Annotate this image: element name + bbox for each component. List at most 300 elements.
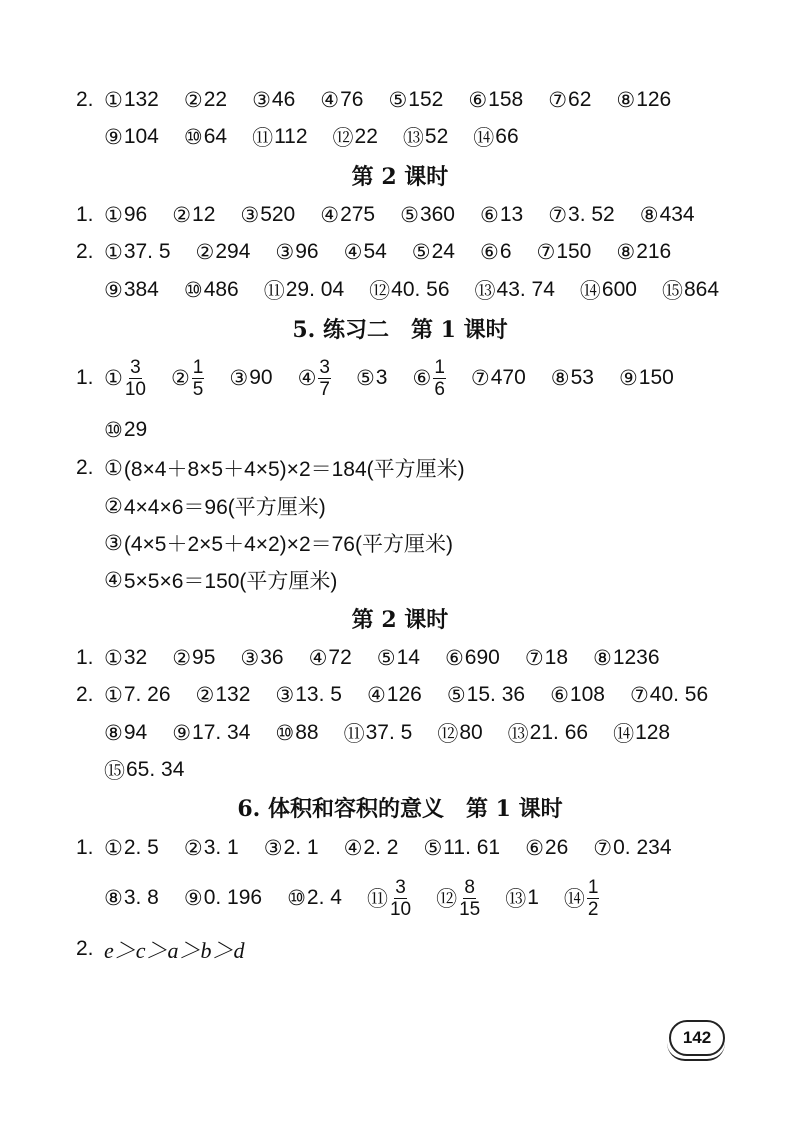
answer-item <box>320 88 363 113</box>
circled-index: ⑫ <box>369 280 391 303</box>
answer-item <box>104 240 171 265</box>
answer-item <box>264 275 344 305</box>
circled-index: ② <box>172 646 192 670</box>
answer-value: (8×4＋8×5＋4×5)×2＝184(平方厘米) <box>123 458 465 481</box>
circled-index: ⑨ <box>618 366 638 390</box>
circled-index: ① <box>104 240 123 264</box>
answer-item <box>104 418 147 443</box>
answer-value: 152 <box>408 88 444 111</box>
answer-value: 2. 4 <box>306 886 342 909</box>
answer-item <box>252 122 307 152</box>
circled-index: ⑫ <box>436 888 458 911</box>
answer-row <box>76 452 760 484</box>
answer-value: 52 <box>424 125 449 148</box>
fraction-numerator: 3 <box>319 356 330 378</box>
answer-item <box>480 203 523 228</box>
answer-item <box>505 883 539 913</box>
circled-index: ⑧ <box>639 203 659 227</box>
answer-item <box>287 886 342 911</box>
circled-index: ③ <box>263 836 283 860</box>
answer-value: 37. 5 <box>365 721 413 744</box>
answer-item <box>104 125 159 150</box>
fraction-denominator: 15 <box>459 898 481 920</box>
answer-row <box>104 414 760 446</box>
answer-value: 108 <box>569 683 605 706</box>
circled-index: ⑤ <box>388 88 408 112</box>
answer-row <box>76 933 760 965</box>
circled-index: ④ <box>320 88 340 112</box>
answer-row <box>76 679 760 711</box>
circled-index: ⑧ <box>616 240 636 264</box>
answer-item <box>104 88 159 113</box>
answer-value: 360 <box>419 203 455 226</box>
question-number: 1. <box>76 836 94 859</box>
answer-value: 0. 196 <box>203 886 263 909</box>
answer-value: 18 <box>544 646 568 669</box>
answer-item <box>104 934 245 965</box>
fraction-numerator: 3 <box>395 876 406 898</box>
fraction <box>433 358 446 399</box>
answer-value: 65. 34 <box>126 758 185 781</box>
answer-value: 216 <box>636 240 672 263</box>
answer-value: 11. 61 <box>443 836 501 859</box>
answer-item <box>333 122 378 152</box>
answer-item <box>240 203 295 228</box>
answer-item <box>104 646 147 671</box>
answer-item <box>344 718 413 748</box>
answer-item <box>525 646 568 671</box>
question-number: 2. <box>76 240 94 263</box>
circled-index: ⑪ <box>343 723 365 746</box>
answer-value: 13 <box>499 203 524 226</box>
fraction-numerator: 8 <box>464 876 475 898</box>
circled-index: ⑬ <box>402 127 424 150</box>
answer-row <box>104 564 760 596</box>
circled-index: ⑨ <box>172 721 192 745</box>
answer-value: 434 <box>659 203 695 226</box>
answer-item <box>550 683 605 708</box>
circled-index: ① <box>104 836 123 860</box>
fraction-denominator: 10 <box>389 898 412 920</box>
answer-item <box>104 453 465 483</box>
section-heading: 6. 体积和容积的意义 第 1 课时 <box>237 796 563 822</box>
question-number: 2. <box>76 456 94 479</box>
answer-value: 486 <box>203 278 239 301</box>
fraction-numerator: 1 <box>434 356 445 378</box>
answer-item <box>184 125 227 150</box>
answer-value: 15. 36 <box>466 683 526 706</box>
circled-index: ① <box>104 683 123 707</box>
answer-value: 37. 5 <box>123 240 171 263</box>
answer-item <box>104 528 453 558</box>
answer-value: 14 <box>396 646 420 669</box>
answer-item <box>403 122 448 152</box>
answer-item <box>640 203 695 228</box>
circled-index: ⑨ <box>183 886 203 910</box>
answer-value: 1 <box>527 886 539 909</box>
circled-index: ⑤ <box>376 646 396 670</box>
answer-item <box>551 366 594 391</box>
answer-item <box>104 755 184 785</box>
answer-value: 29 <box>123 418 148 441</box>
fraction <box>192 358 205 399</box>
circled-index: ⑤ <box>400 203 419 227</box>
answer-item <box>104 721 147 746</box>
answer-item <box>613 718 670 748</box>
answer-value: 72 <box>328 646 352 669</box>
fraction <box>390 878 411 919</box>
answer-value: 5×5×6＝150(平方厘米) <box>123 570 338 593</box>
question-number: 1. <box>76 366 94 389</box>
answer-value: 54 <box>363 240 387 263</box>
circled-index: ② <box>183 836 203 860</box>
answer-item <box>630 683 708 708</box>
answer-item <box>662 275 719 305</box>
circled-index: ⑩ <box>275 721 295 745</box>
circled-index: ② <box>195 683 215 707</box>
answer-item <box>468 88 523 113</box>
answer-item <box>367 878 411 919</box>
answer-value: 17. 34 <box>192 721 251 744</box>
answer-item <box>298 358 331 399</box>
answer-value: 158 <box>488 88 524 111</box>
fraction-denominator: 6 <box>434 378 445 400</box>
circled-index: ⑭ <box>563 888 585 911</box>
question-number: 2. <box>76 683 94 706</box>
answer-item <box>171 358 204 399</box>
question-number: 2. <box>76 88 94 111</box>
circled-index: ③ <box>275 683 295 707</box>
circled-index: ② <box>104 494 123 518</box>
answer-item <box>475 275 555 305</box>
answer-item <box>196 240 251 265</box>
answer-value: e＞c＞a＞b＞d <box>104 937 245 963</box>
answer-value: 32 <box>123 646 148 669</box>
answer-item <box>447 683 525 708</box>
answer-value: 128 <box>635 721 671 744</box>
answer-value: 0. 234 <box>613 836 672 859</box>
circled-index: ⑤ <box>423 836 443 860</box>
answer-value: 104 <box>123 125 159 148</box>
circled-index: ④ <box>343 240 363 264</box>
answer-item <box>104 683 171 708</box>
answer-item <box>548 203 615 228</box>
fraction <box>459 878 480 919</box>
answer-value: 95 <box>192 646 216 669</box>
answer-value: 470 <box>490 366 526 389</box>
answer-item <box>436 878 480 919</box>
answer-row <box>104 876 760 920</box>
answer-item <box>240 646 283 671</box>
circled-index: ① <box>104 366 123 390</box>
circled-index: ⑥ <box>444 646 464 670</box>
section-heading: 5. 练习二 第 1 课时 <box>292 317 508 343</box>
circled-index: ⑥ <box>479 240 499 264</box>
section-heading: 第 2 课时 <box>351 607 449 633</box>
answer-value: 600 <box>601 278 637 301</box>
answer-value: 76 <box>340 88 364 111</box>
circled-index: ⑤ <box>446 683 466 707</box>
answer-item <box>275 240 318 265</box>
answer-value: 275 <box>340 203 376 226</box>
circled-index: ⑪ <box>252 127 274 150</box>
answer-value: 96 <box>123 203 148 226</box>
circled-index: ③ <box>240 646 260 670</box>
answer-value: 29. 04 <box>285 278 345 301</box>
answer-item <box>619 366 674 391</box>
question-number: 1. <box>76 646 94 669</box>
answer-value: 3 <box>375 366 388 389</box>
answer-value: 3. 52 <box>568 203 615 226</box>
answer-item <box>264 836 319 861</box>
answer-item <box>252 88 295 113</box>
circled-index: ⑫ <box>437 723 459 746</box>
circled-index: ⑮ <box>661 280 683 303</box>
answer-value: 6 <box>499 240 512 263</box>
answer-value: 22 <box>203 88 228 111</box>
answer-value: 64 <box>203 125 228 148</box>
answer-value: 40. 56 <box>649 683 709 706</box>
answer-item <box>412 240 455 265</box>
circled-index: ④ <box>343 836 363 860</box>
answer-value: 3. 1 <box>203 836 239 859</box>
answer-item <box>400 203 455 228</box>
answer-item <box>473 122 518 152</box>
answer-row <box>76 236 760 268</box>
circled-index: ③ <box>229 366 249 390</box>
fraction-denominator: 2 <box>587 898 599 920</box>
answer-row <box>104 754 760 786</box>
answer-item <box>471 366 526 391</box>
circled-index: ② <box>172 203 192 227</box>
answer-row <box>76 356 760 400</box>
answer-value: (4×5＋2×5＋4×2)×2＝76(平方厘米) <box>123 533 453 556</box>
circled-index: ⑤ <box>355 366 375 390</box>
page-number-badge <box>669 1020 725 1056</box>
circled-index: ⑤ <box>411 240 431 264</box>
answer-value: 150 <box>638 366 674 389</box>
answer-value: 80 <box>459 721 483 744</box>
answer-item <box>172 646 215 671</box>
circled-index: ⑥ <box>550 683 569 707</box>
circled-index: ③ <box>275 240 295 264</box>
answer-item <box>564 878 600 919</box>
circled-index: ① <box>104 88 123 112</box>
answer-item <box>184 88 227 113</box>
circled-index: ③ <box>252 88 271 112</box>
answer-value: 2. 5 <box>123 836 159 859</box>
answer-value: 26 <box>544 836 569 859</box>
answer-value: 126 <box>386 683 422 706</box>
circled-index: ⑮ <box>104 760 125 783</box>
answer-value: 96 <box>295 240 319 263</box>
answer-value: 690 <box>464 646 500 669</box>
answer-item <box>580 275 637 305</box>
circled-index: ⑪ <box>366 888 388 911</box>
answer-value: 62 <box>568 88 592 111</box>
answer-value: 7. 26 <box>123 683 171 706</box>
answer-value: 112 <box>274 125 308 148</box>
answer-row <box>76 199 760 231</box>
circled-index: ② <box>170 366 190 390</box>
answer-value: 3. 8 <box>123 886 159 909</box>
circled-index: ⑥ <box>480 203 499 227</box>
answer-item <box>616 88 671 113</box>
circled-index: ⑩ <box>183 125 203 149</box>
answer-item <box>104 886 159 911</box>
answer-row <box>104 274 760 306</box>
question-number: 1. <box>76 203 94 226</box>
answer-item <box>309 646 352 671</box>
answer-value: 21. 66 <box>529 721 589 744</box>
answer-value: 43. 74 <box>496 278 555 301</box>
circled-index: ⑭ <box>473 127 495 150</box>
answer-item <box>184 836 239 861</box>
answer-value: 53 <box>570 366 594 389</box>
circled-index: ⑦ <box>548 203 568 227</box>
circled-index: ⑦ <box>548 88 568 112</box>
answer-item <box>377 646 420 671</box>
answer-item <box>104 491 326 521</box>
answer-value: 90 <box>249 366 273 389</box>
fraction-numerator: 3 <box>130 356 141 378</box>
answer-item <box>525 836 568 861</box>
circled-index: ⑦ <box>536 240 556 264</box>
answer-item <box>593 836 671 861</box>
answer-item <box>344 240 387 265</box>
circled-index: ⑥ <box>468 88 488 112</box>
circled-index: ⑫ <box>332 127 354 150</box>
answer-value: 22 <box>354 125 378 148</box>
circled-index: ④ <box>104 568 123 592</box>
circled-index: ① <box>104 203 123 227</box>
answer-value: 36 <box>260 646 284 669</box>
fraction-denominator: 10 <box>124 378 146 400</box>
fraction <box>587 878 600 919</box>
answer-value: 4×4×6＝96(平方厘米) <box>123 496 326 519</box>
answer-item <box>320 203 375 228</box>
circled-index: ② <box>183 88 203 112</box>
answer-value: 88 <box>295 721 319 744</box>
answer-row <box>76 84 760 116</box>
section-heading: 第 2 课时 <box>351 164 449 190</box>
answer-value: 132 <box>215 683 251 706</box>
fraction-denominator: 7 <box>319 378 330 400</box>
answer-row <box>104 527 760 559</box>
circled-index: ③ <box>240 203 260 227</box>
answer-value: 24 <box>431 240 455 263</box>
answer-item <box>184 886 262 911</box>
circled-index: ② <box>195 240 215 264</box>
answer-item <box>275 721 318 746</box>
circled-index: ⑬ <box>507 723 529 746</box>
answer-item <box>537 240 592 265</box>
answer-value: 384 <box>123 278 159 301</box>
circled-index: ⑭ <box>613 723 635 746</box>
answer-item <box>356 366 388 391</box>
circled-index: ⑬ <box>474 280 496 303</box>
circled-index: ④ <box>320 203 340 227</box>
circled-index: ⑥ <box>525 836 544 860</box>
answer-row <box>104 121 760 153</box>
answer-value: 12 <box>192 203 216 226</box>
answer-item <box>196 683 251 708</box>
circled-index: ④ <box>366 683 386 707</box>
answer-item <box>445 646 500 671</box>
answer-item <box>412 358 445 399</box>
circled-index: ⑨ <box>104 278 123 302</box>
answer-row <box>76 832 760 864</box>
circled-index: ⑬ <box>505 888 527 911</box>
circled-index: ⑦ <box>629 683 649 707</box>
circled-index: ⑧ <box>104 721 123 745</box>
circled-index: ⑥ <box>412 366 432 390</box>
answer-value: 150 <box>556 240 592 263</box>
answer-item <box>275 683 342 708</box>
circled-index: ④ <box>297 366 317 390</box>
answer-item <box>423 836 500 861</box>
answer-value: 520 <box>260 203 296 226</box>
question-number: 2. <box>76 937 94 960</box>
circled-index: ⑧ <box>550 366 570 390</box>
answer-row <box>76 642 760 674</box>
answer-row <box>104 490 760 522</box>
answer-item <box>104 836 159 861</box>
circled-index: ⑦ <box>470 366 490 390</box>
answer-item <box>367 683 422 708</box>
circled-index: ⑭ <box>579 280 601 303</box>
answer-value: 40. 56 <box>391 278 450 301</box>
answer-value: 126 <box>636 88 672 111</box>
answer-item <box>172 203 215 228</box>
circled-index: ⑩ <box>287 886 306 910</box>
circled-index: ⑧ <box>104 886 123 910</box>
answer-item <box>184 278 239 303</box>
answer-item <box>369 275 449 305</box>
answer-value: 132 <box>123 88 159 111</box>
fraction-denominator: 5 <box>192 378 204 400</box>
circled-index: ⑦ <box>524 646 544 670</box>
circled-index: ⑨ <box>104 125 123 149</box>
answer-item <box>548 88 591 113</box>
fraction <box>125 358 146 399</box>
answer-item <box>104 203 147 228</box>
page-number: 142 <box>682 1028 712 1047</box>
answer-value: 2. 2 <box>363 836 399 859</box>
answer-item <box>437 718 482 748</box>
answer-value: 1236 <box>612 646 660 669</box>
circled-index: ⑪ <box>263 280 285 303</box>
circled-index: ⑧ <box>593 646 612 670</box>
fraction-numerator: 1 <box>192 356 204 378</box>
answer-value: 46 <box>271 88 296 111</box>
answer-item <box>172 721 250 746</box>
answer-value: 66 <box>495 125 519 148</box>
circled-index: ① <box>104 646 123 670</box>
answer-item <box>104 565 337 595</box>
answer-item <box>480 240 512 265</box>
answer-value: 94 <box>123 721 148 744</box>
circled-index: ① <box>104 456 123 480</box>
circled-index: ⑩ <box>183 278 203 302</box>
answer-value: 13. 5 <box>295 683 342 706</box>
circled-index: ⑩ <box>104 418 123 442</box>
answer-item <box>388 88 443 113</box>
answer-item <box>104 278 159 303</box>
answer-item <box>508 718 588 748</box>
fraction-numerator: 1 <box>587 876 599 898</box>
answer-row <box>104 717 760 749</box>
